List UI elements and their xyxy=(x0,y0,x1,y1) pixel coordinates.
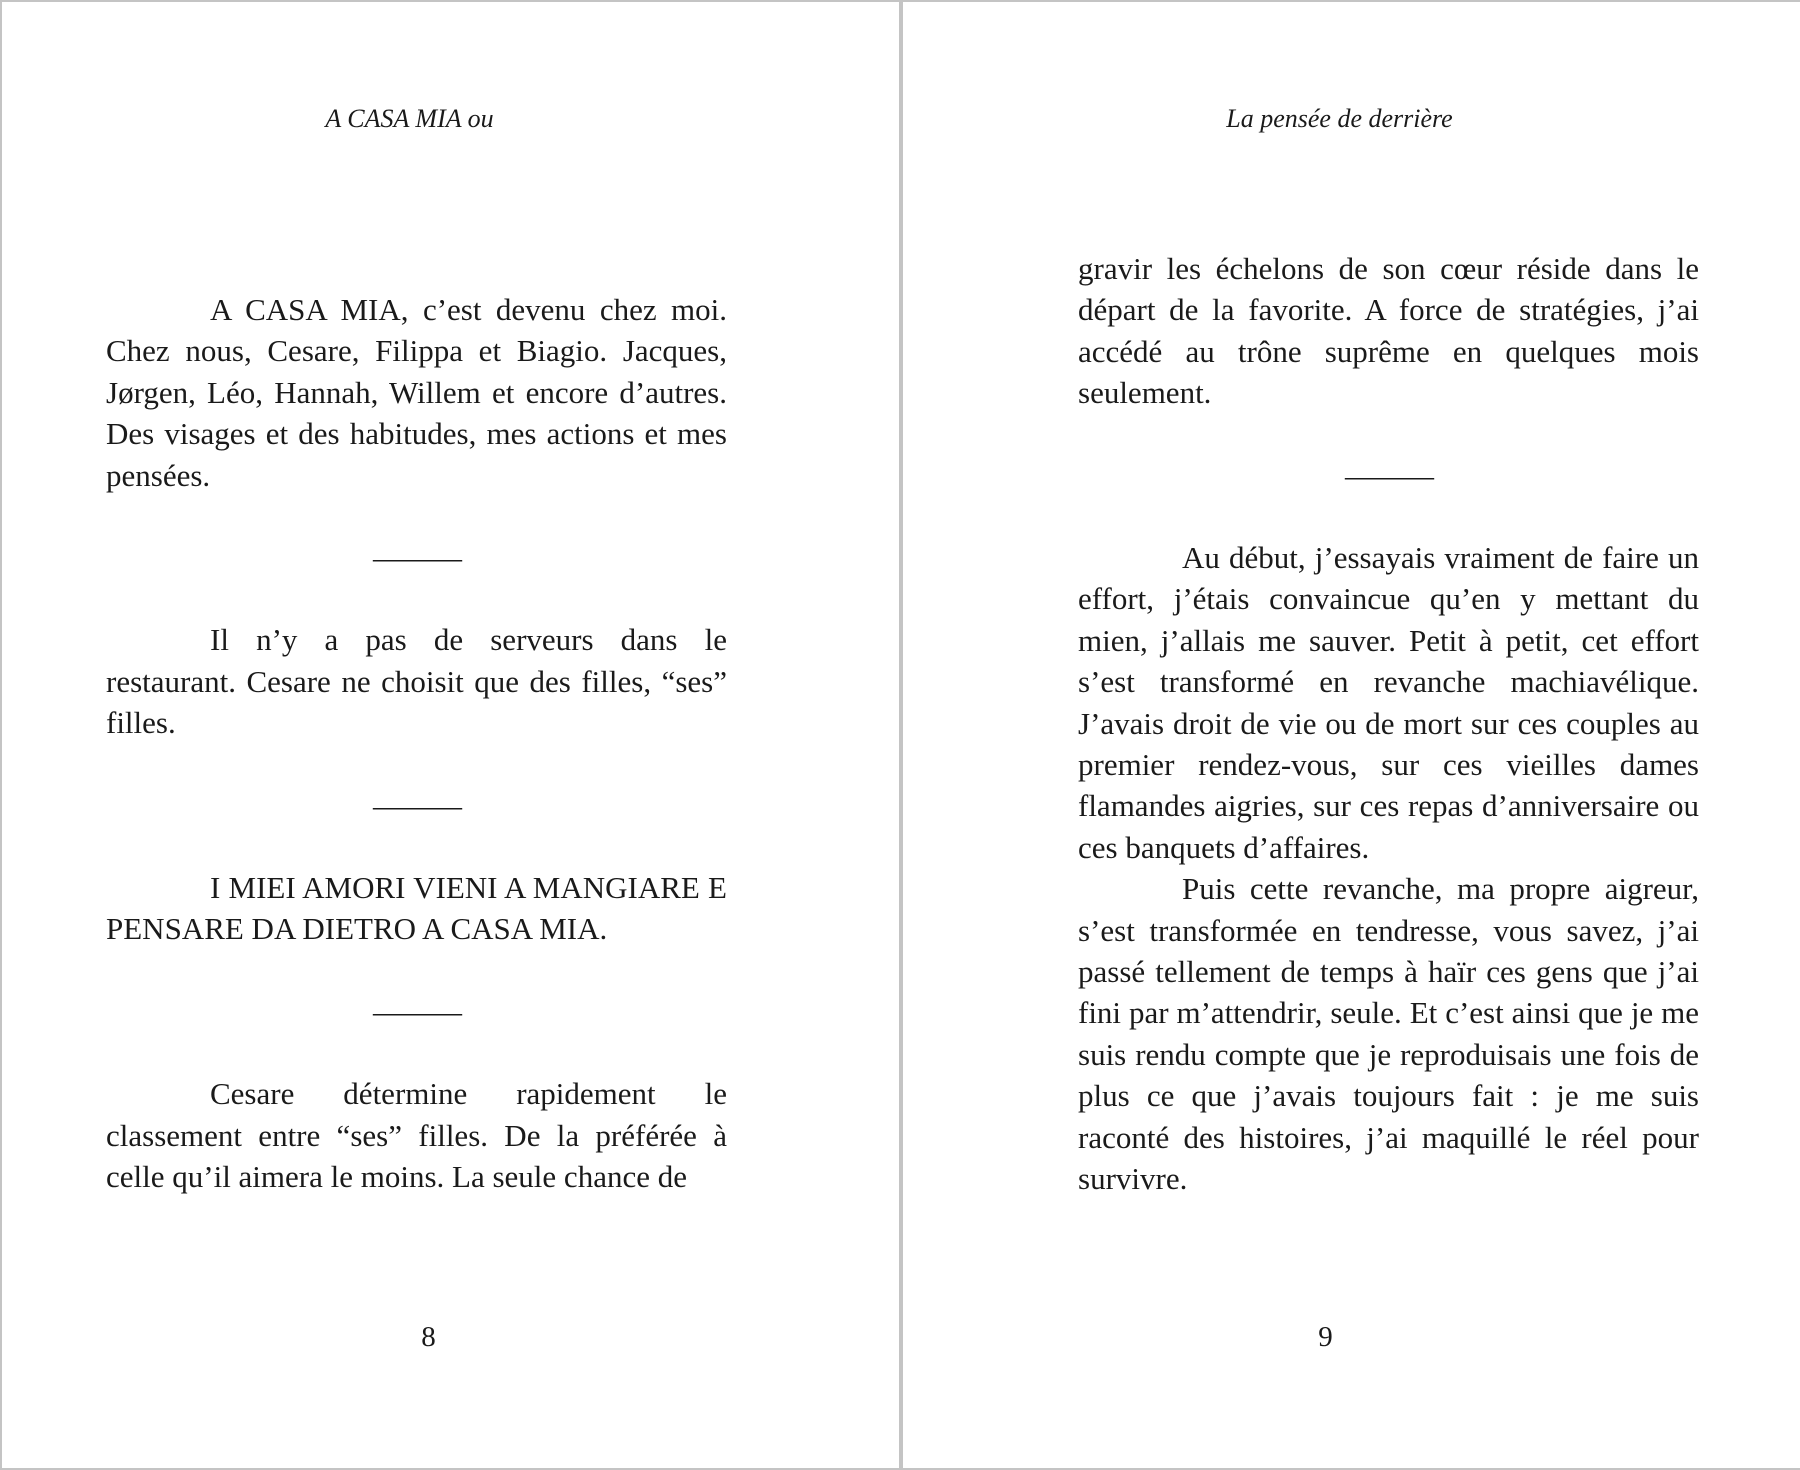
paragraph: Il n’y a pas de serveurs dans le restaurant. Cesare ne choisit que des filles, “ses” filles. xyxy=(106,622,727,741)
running-head: A CASA MIA ou xyxy=(325,104,494,133)
gutter-divider xyxy=(899,2,903,1468)
paragraph: A CASA MIA, c’est devenu chez moi. Chez nous, Cesare, Filippa et Biagio. Jacques, Jørgen, Léo, Hannah, Willem et encore d’autres. Des visages et des habitudes, mes actions et mes pensées. xyxy=(106,292,727,493)
section-separator: ——— xyxy=(373,540,460,576)
page-number: 8 xyxy=(421,1321,436,1353)
body-text xyxy=(106,289,727,1197)
section-separator: ——— xyxy=(1345,457,1432,493)
right-page xyxy=(905,2,1800,1468)
left-page xyxy=(2,2,899,1468)
section-separator: ——— xyxy=(373,787,460,823)
paragraph: Au début, j’essayais vraiment de faire un effort, j’étais convaincue qu’en y mettant du mien, j’allais me sauver. Petit à petit, cet effort s’est transformé en revanche machiavélique. J’avais droit de vie ou de mort sur ces couples au premier rendez-vous, sur ces vieilles dames flamandes aigries, sur ces repas d’anniversaire ou ces banquets d’affaires. xyxy=(1078,540,1699,865)
paragraph: Puis cette revanche, ma propre aigreur, s’est transformée en tendresse, vous savez, j’ai passé tellement de temps à haïr ces gens que j’ai fini par m’attendrir, seule. Et c’est ainsi que je me suis rendu compte que je reproduisais une fois de plus ce que j’avais toujours fait : je me suis raconté des histoires, j’ai maquillé le réel pour survivre. xyxy=(1078,871,1699,1197)
page-number: 9 xyxy=(1318,1321,1333,1353)
paragraph: gravir les échelons de son cœur réside dans le départ de la favorite. A force de stratégies, j’ai accédé au trône suprême en quelques mois seulement. xyxy=(1078,251,1699,411)
paragraph: Cesare détermine rapidement le classement entre “ses” filles. De la préférée à celle qu’il aimera le moins. La seule chance de xyxy=(106,1076,727,1195)
body-text xyxy=(1078,248,1699,1200)
section-separator: ——— xyxy=(373,993,460,1029)
running-head: La pensée de derrière xyxy=(1226,104,1453,133)
paragraph: I MIEI AMORI VIENI A MANGIARE E PENSARE DA DIETRO A CASA MIA. xyxy=(106,870,727,947)
